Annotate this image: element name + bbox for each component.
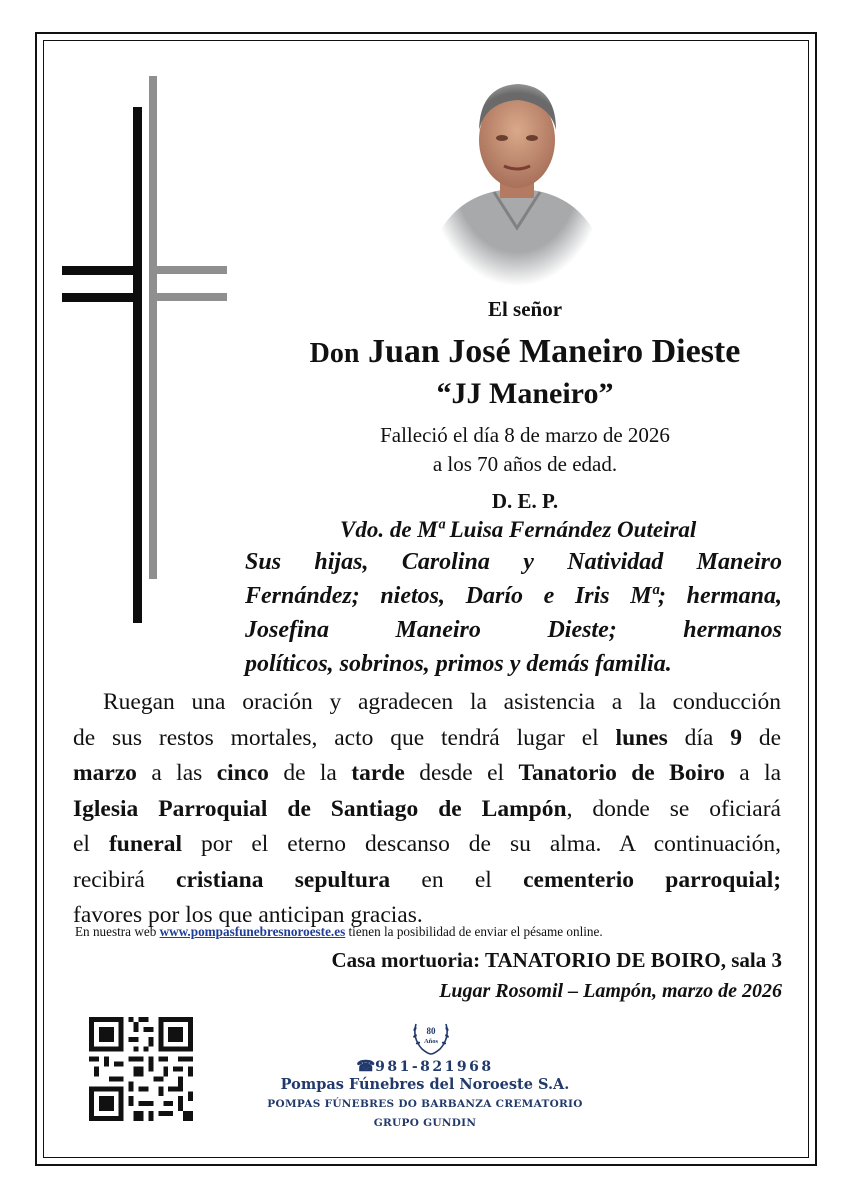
family-list — [245, 545, 782, 681]
ceremony-paragraph — [73, 685, 781, 934]
family-line: Fernández; nietos, Darío e Iris Mª; hermana, — [245, 583, 782, 609]
portrait-photo — [432, 68, 602, 286]
phone-number: ☎981-821968 — [356, 1057, 494, 1075]
family-line: Sus hijas, Carolina y Natividad Maneiro — [245, 549, 782, 575]
phone-icon: ☎ — [356, 1057, 376, 1075]
rip-text: D. E. P. — [491, 489, 559, 513]
name-prefix: Don — [309, 338, 360, 369]
body-line: favores por los que anticipan gracias. — [73, 902, 423, 928]
svg-text:Años: Años — [423, 1038, 439, 1045]
anniversary-badge-icon — [410, 1016, 452, 1056]
family-line: Josefina Maneiro Dieste; hermanos — [245, 617, 782, 643]
body-line: Ruegan una oración y agradecen la asistencia a la conducción — [103, 689, 781, 715]
deceased-name — [240, 333, 810, 371]
body-line: el funeral por el eterno descanso de su alma. A continuación, — [73, 831, 781, 857]
place-date: Lugar Rosomil – Lampón, marzo de 2026 — [439, 980, 782, 1002]
widow-line: Vdo. de Mª Luisa Fernández Outeiral — [340, 517, 697, 542]
body-line: Iglesia Parroquial de Santiago de Lampón, donde se oficiará — [73, 795, 781, 822]
website-link[interactable]: www.pompasfunebresnoroeste.es — [159, 924, 346, 939]
web-note: En nuestra web www.pompasfunebresnoroeste.es tienen la posibilidad de enviar el pésame online. — [75, 924, 603, 939]
body-line: recibirá cristiana sepultura en el cementerio parroquial; — [73, 866, 782, 893]
company-subtitle: POMPAS FÚNEBRES DO BARBANZA CREMATORIO — [267, 1098, 583, 1110]
company-name: Pompas Fúnebres del Noroeste S.A. — [280, 1076, 570, 1093]
company-group: GRUPO GUNDIN — [373, 1117, 477, 1129]
family-line: políticos, sobrinos, primos y demás familia. — [245, 651, 672, 677]
intro-text: El señor — [487, 297, 563, 321]
svg-text:80: 80 — [426, 1026, 436, 1036]
body-line: de sus restos mortales, acto que tendrá lugar el lunes día 9 de — [73, 724, 782, 751]
age-text: a los 70 años de edad. — [432, 452, 618, 476]
funeral-home: Casa mortuoria: TANATORIO DE BOIRO, sala 3 — [331, 948, 782, 972]
full-name: Juan José Maneiro Dieste — [367, 333, 741, 370]
nickname: “JJ Maneiro” — [436, 377, 614, 410]
body-line: marzo a las cinco de la tarde desde el Tanatorio de Boiro a la — [73, 760, 782, 786]
death-date: Falleció el día 8 de marzo de 2026 — [380, 423, 670, 447]
qr-code[interactable] — [88, 1017, 194, 1121]
